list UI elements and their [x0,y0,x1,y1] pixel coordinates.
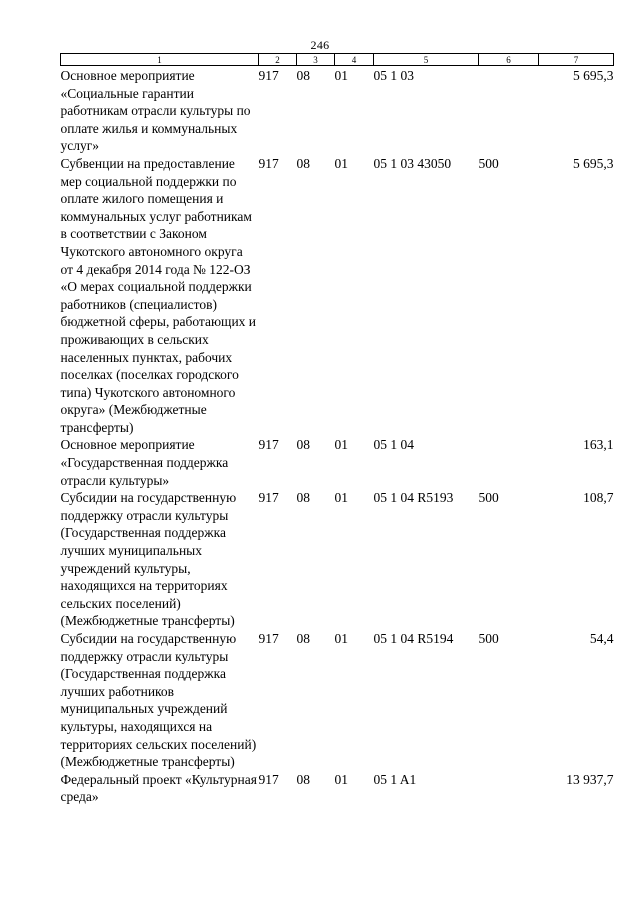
column-number-6: 6 [479,54,539,66]
expense-type-code [479,66,539,155]
target-article-code: 05 1 04 R5194 [373,631,454,646]
item-name: Федеральный проект «Культурная среда» [60,771,257,805]
column-number-5: 5 [374,54,479,66]
department-code: 917 [258,155,279,171]
amount: 5 695,3 [573,68,614,83]
table-row [61,436,614,489]
subsection-code: 01 [334,490,348,506]
column-number-2: 2 [259,54,297,66]
target-article-code: 05 1 04 R5193 [373,490,454,506]
expense-type-code [479,436,539,489]
amount: 5 695,3 [573,155,614,171]
section-code: 08 [296,490,310,506]
column-number-7: 7 [539,54,614,66]
column-number-1: 1 [61,54,259,66]
expense-type-code [479,771,539,806]
department-code: 917 [258,68,279,83]
table-row [61,66,614,155]
section-code: 08 [296,68,310,83]
table-row [61,630,614,771]
target-article-code: 05 1 03 43050 [373,155,452,171]
column-numbers-row [61,54,614,66]
item-name: Субвенции на предоставление мер социальной поддержки по оплате жилого помещения и коммунальных услуг работникам в соответствии с Законом Чукотского автономного округа от 4 декабря 2014 года № 122-ОЗ «О мерах социальной поддержки работников (специалистов) бюджетной сферы, работающих и проживающих в сельских населенных пунктах, рабочих поселках (поселках городского типа) Чукотского автономного округа» (Межбюджетные трансферты) [60,155,257,435]
section-code: 08 [296,771,310,787]
amount: 108,7 [583,490,614,506]
target-article-code: 05 1 03 [373,68,414,83]
table-row [61,489,614,630]
target-article-code: 05 1 04 [373,437,414,453]
section-code: 08 [296,155,310,171]
table-row [61,771,614,806]
subsection-code: 01 [334,437,348,453]
subsection-code: 01 [334,771,348,787]
item-name: Основное мероприятие «Социальные гарантии работникам отрасли культуры по оплате жилья и коммунальных услуг» [60,68,251,154]
expense-type-code: 500 [478,155,499,171]
budget-table [60,53,614,806]
column-number-3: 3 [297,54,335,66]
subsection-code: 01 [334,68,348,83]
expense-type-code: 500 [478,490,499,506]
department-code: 917 [258,490,279,506]
section-code: 08 [296,631,310,646]
target-article-code: 05 1 A1 [373,771,417,787]
amount: 13 937,7 [566,771,614,787]
amount: 54,4 [589,631,614,646]
department-code: 917 [258,437,279,453]
item-name: Основное мероприятие «Государственная поддержка отрасли культуры» [60,437,229,488]
amount: 163,1 [583,437,614,453]
page-number: 246 [310,38,330,52]
column-number-4: 4 [335,54,374,66]
table-row [61,155,614,437]
item-name: Субсидии на государственную поддержку отрасли культуры (Государственная поддержка лучших работников муниципальных учреждений культуры, находящихся на территориях сельских поселений) (Межбюджетные трансферты) [60,631,257,770]
subsection-code: 01 [334,631,348,646]
subsection-code: 01 [334,155,348,171]
department-code: 917 [258,631,279,646]
expense-type-code: 500 [478,631,499,646]
section-code: 08 [296,437,310,453]
department-code: 917 [258,771,279,787]
item-name: Субсидии на государственную поддержку отрасли культуры (Государственная поддержка лучших муниципальных учреждений культуры, находящихся на территориях сельских поселений) (Межбюджетные трансферты) [60,490,237,629]
